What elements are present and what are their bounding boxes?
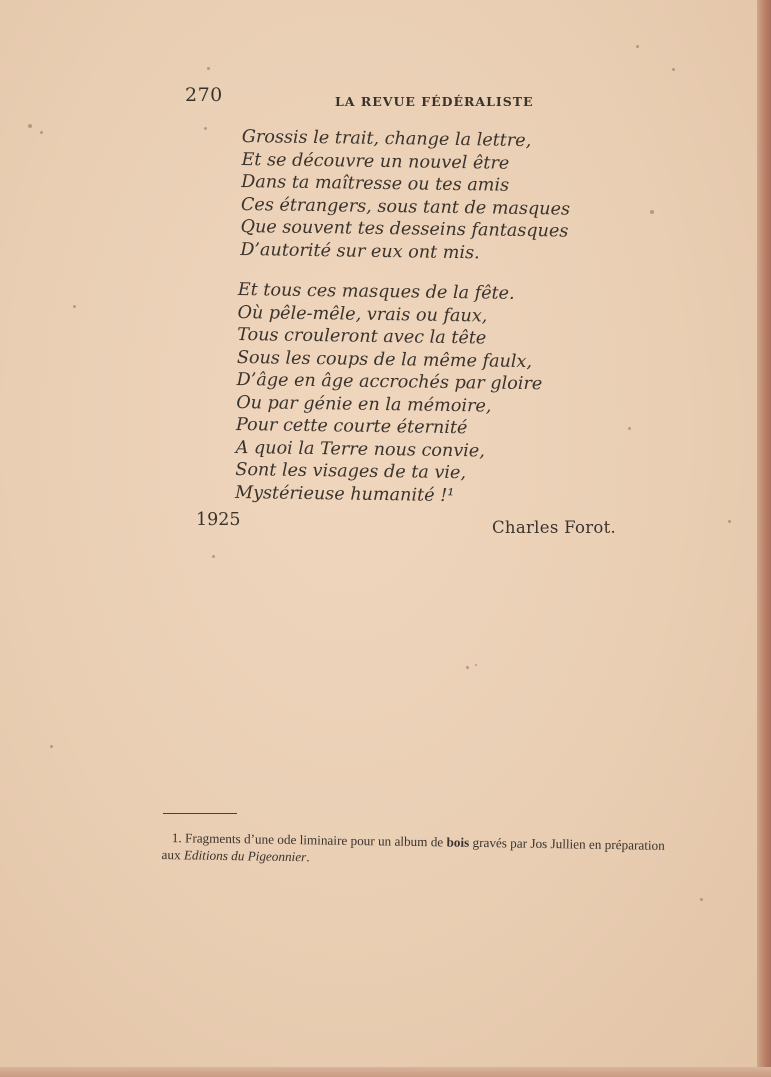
poem-line: Grossis le trait, change la lettre, [241, 126, 532, 152]
poem-line: Ces étrangers, sous tant de masques [240, 194, 571, 220]
foxing-spot [212, 555, 215, 558]
foxing-spot [204, 127, 207, 130]
foxing-spot [40, 131, 43, 134]
foxing-spot [73, 305, 76, 308]
footnote-text-middle: gravés par Jos Jullien en préparation aux [161, 834, 665, 863]
page-number: 270 [185, 84, 223, 106]
foxing-spot [672, 68, 675, 71]
poem-line: A quoi la Terre nous convie, [235, 437, 486, 461]
foxing-spot [650, 210, 654, 214]
poem-line: Ou par génie en la mémoire, [236, 392, 492, 417]
poem-line: Pour cette courte éternité [235, 414, 468, 439]
poem-line: Mystérieuse humanité !¹ [234, 482, 455, 506]
poem-stanza-2 [235, 279, 544, 508]
poem-line: Et se découvre un nouvel être [241, 149, 510, 174]
author-signature: Charles Forot. [492, 518, 617, 537]
footnote-text-start: 1. Fragments d’une ode liminaire pour un album de [171, 830, 447, 850]
foxing-spot [28, 124, 32, 128]
poem-stanza-1 [240, 126, 571, 266]
running-title: LA REVUE FÉDÉRALISTE [335, 94, 534, 109]
poem-line: Où pêle-mêle, vrais ou faux, [237, 302, 488, 326]
footnote [161, 829, 671, 871]
poem-line: Et tous ces masques de la fête. [237, 279, 515, 304]
page-right-edge [757, 0, 771, 1077]
poem-line: Sous les coups de la même faulx, [236, 347, 533, 372]
poem-line: Dans ta maîtresse ou tes amis [241, 171, 510, 196]
foxing-spot [728, 520, 731, 523]
foxing-spot [700, 898, 703, 901]
poem-line: D’âge en âge accrochés par gloire [236, 369, 543, 395]
poem-line: Sont les visages de ta vie, [235, 459, 467, 484]
poem-line: Tous crouleront avec la tête [237, 324, 487, 349]
poem-line: Que souvent tes desseins fantasques [240, 216, 569, 242]
poem-line: D’autorité sur eux ont mis. [240, 239, 480, 263]
page-bottom-edge [0, 1067, 771, 1077]
foxing-spot [628, 427, 631, 430]
foxing-spot [636, 45, 639, 48]
footnote-text-bold: bois [446, 834, 470, 850]
poem-year: 1925 [196, 510, 241, 530]
footnote-rule [163, 813, 237, 814]
foxing-spot [207, 67, 210, 70]
footnote-publisher: Editions du Pigeonnier [183, 847, 307, 865]
foxing-spot [50, 745, 53, 748]
foxing-spot [466, 666, 469, 669]
foxing-spot [475, 664, 477, 666]
footnote-text-end: . [306, 849, 310, 865]
